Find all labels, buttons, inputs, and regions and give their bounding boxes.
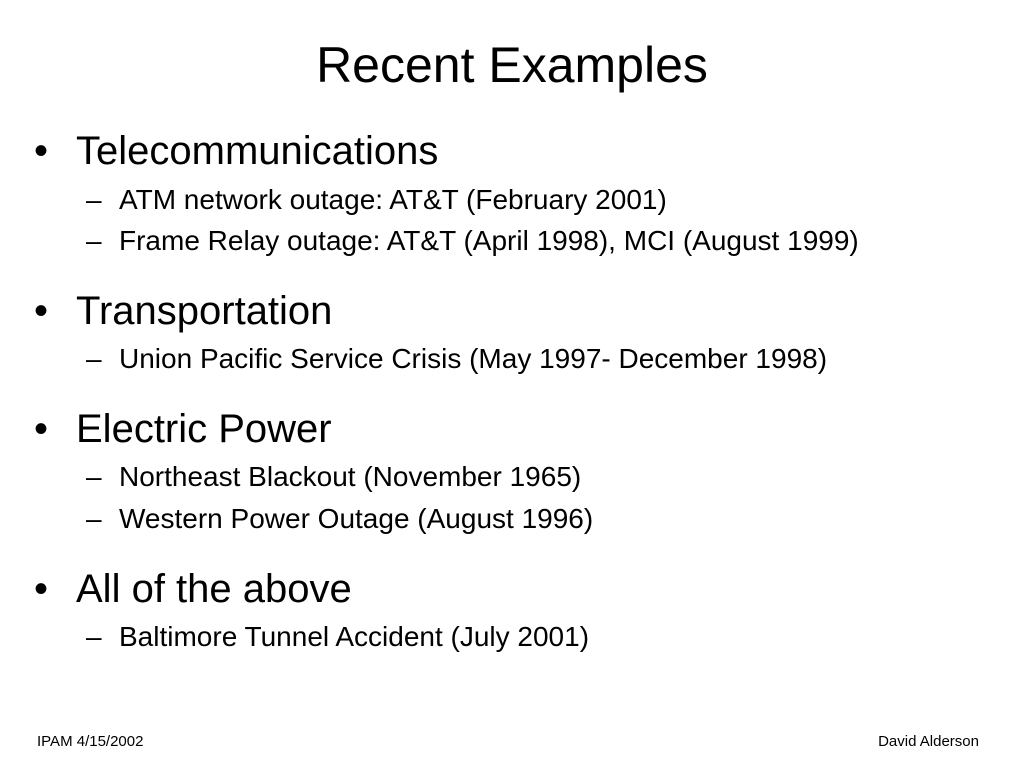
bullet-label: All of the above <box>76 567 352 611</box>
sub-item <box>86 342 827 376</box>
sub-marker: – <box>86 343 102 374</box>
sub-item <box>86 224 859 258</box>
sub-marker: – <box>86 184 102 215</box>
sub-item-label: Western Power Outage (August 1996) <box>119 503 594 534</box>
bullet-label: Transportation <box>76 289 333 333</box>
bullet-telecommunications <box>34 127 438 175</box>
bullet-all-of-the-above <box>34 565 352 613</box>
bullet-transportation <box>34 287 332 335</box>
bullet-marker: • <box>34 407 49 451</box>
bullet-label: Telecommunications <box>76 129 439 173</box>
sub-item-label: Northeast Blackout (November 1965) <box>119 461 582 492</box>
footer-left: IPAM 4/15/2002 <box>37 733 144 750</box>
sub-marker: – <box>86 621 102 652</box>
bullet-marker: • <box>34 567 49 611</box>
sub-item-label: ATM network outage: AT&T (February 2001) <box>119 184 667 215</box>
sub-item-label: Union Pacific Service Crisis (May 1997- December 1998) <box>119 343 828 374</box>
slide-title: Recent Examples <box>316 37 708 93</box>
bullet-marker: • <box>34 289 49 333</box>
sub-marker: – <box>86 503 102 534</box>
sub-item-label: Baltimore Tunnel Accident (July 2001) <box>119 621 590 652</box>
sub-item <box>86 620 589 654</box>
bullet-label: Electric Power <box>76 407 332 451</box>
sub-item-label: Frame Relay outage: AT&T (April 1998), MCI (August 1999) <box>119 225 859 256</box>
sub-item <box>86 183 667 217</box>
bullet-marker: • <box>34 129 49 173</box>
sub-item <box>86 460 581 494</box>
footer-right: David Alderson <box>878 733 979 750</box>
sub-marker: – <box>86 225 102 256</box>
bullet-electric-power <box>34 405 332 453</box>
sub-item <box>86 502 593 536</box>
sub-marker: – <box>86 461 102 492</box>
